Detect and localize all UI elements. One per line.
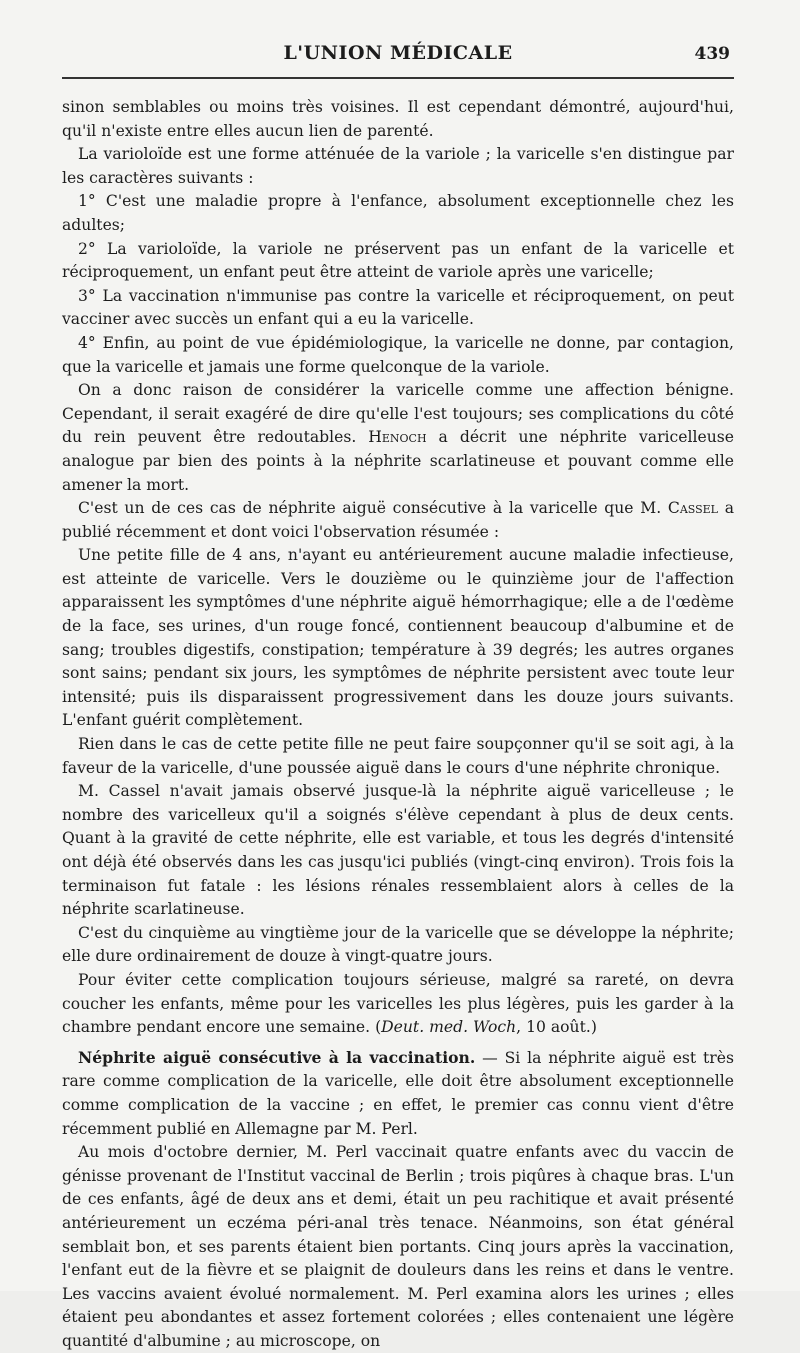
paragraph: M. Cassel n'avait jamais observé jusque-là la néphrite aiguë varicelleuse ; le nombre des varicelleux qu'il a soignés s'élève cependant à plus de deux cents. Quant à la gravité de cette néphrite, elle est variable, et tous les degrés d'intensité ont déjà été observés dans les cas jusqu'ici publiés (vingt-cinq environ). Trois fois la terminaison fut fatale : les lésions rénales ressemblaient alors à celles de la néphrite scarlatineuse. — [62, 782, 734, 919]
paragraph-vaccine — [62, 1046, 734, 1141]
paragraph: sinon semblables ou moins très voisines. Il est cependant démontré, aujourd'hui, qu'il n'existe entre elles aucun lien de parenté. — [62, 98, 734, 140]
text-run: Pour éviter cette complication toujours sérieuse, malgré sa rareté, on devra coucher les enfants, même pour les varicelles les plus légères, puis les garder à la chambre pendant encore une semaine. ( — [62, 970, 734, 1037]
page-number: 439 — [694, 44, 730, 64]
paragraph-avoid — [62, 969, 734, 1040]
text-run: On a donc raison de considérer la varicelle comme une affection bénigne. Cependant, il serait exagéré de dire qu'elle l'est toujours; ses complications du côté du rein peuvent être redoutables. — [62, 381, 734, 447]
text-run: a publié récemment et dont voici l'observation résumée : — [62, 499, 734, 541]
paragraph: Une petite fille de 4 ans, n'ayant eu antérieurement aucune maladie infectieuse, est atteinte de varicelle. Vers le douzième ou le quinzième jour de l'affection apparaissent les symptômes d'une néphrite aiguë hémorrhagique; elle a de l'œdème de la face, ses urines, d'un rouge foncé, contiennent beaucoup d'albumine et de sang; troubles digestifs, constipation; température à 39 degrés; les autres organes sont sains; pendant six jours, les symptômes de néphrite persistent avec toute leur intensité; puis ils disparaissent progressivement dans les douze jours suivants. L'enfant guérit complètement. — [62, 546, 734, 730]
body-text — [62, 96, 734, 1353]
list-item: 3° La vaccination n'immunise pas contre la varicelle et réciproquement, on peut vacciner avec succès un enfant qui a eu la varicelle. — [62, 286, 734, 329]
paragraph-benign — [62, 379, 734, 497]
paragraph: La varioloïde est une forme atténuée de la variole ; la varicelle s'en distingue par les caractères suivants : — [62, 145, 734, 187]
paragraph: Au mois d'octobre dernier, M. Perl vaccinait quatre enfants avec du vaccin de génisse provenant de l'Institut vaccinal de Berlin ; trois piqûres à chaque bras. L'un de ces enfants, âgé de deux ans et demi, était un peu rachitique et avait présenté antérieurement un eczéma péri-anal très tenace. Néanmoins, son état général semblait bon, et ses parents étaient bien portants. Cinq jours après la vaccination, l'enfant eut de la fièvre et se plaignit de douleurs dans les reins et dans le ventre. Les vaccins avaient évolué normalement. M. Perl examina alors les urines ; elles étaient peu abondantes et assez fortement colorées ; elles contenaient une légère quantité d'albumine ; au microscope, on — [62, 1143, 734, 1350]
header-rule — [62, 77, 734, 79]
text-run: a décrit une néphrite varicelleuse analogue par bien des points à la néphrite scarlatineuse et pouvant comme elle amener la mort. — [62, 428, 734, 494]
author-name: Cassel — [667, 499, 718, 518]
list-item: 2° La varioloïde, la variole ne préservent pas un enfant de la varicelle et réciproquement, un enfant peut être atteint de variole après une varicelle; — [62, 239, 734, 282]
list-item: 4° Enfin, au point de vue épidémiologique, la varicelle ne donne, par contagion, que la varicelle et jamais une forme quelconque de la variole. — [62, 333, 734, 376]
text-run: C'est un de ces cas de néphrite aiguë consécutive à la varicelle que M. — [78, 499, 668, 518]
text-run: — Si la néphrite aiguë est très rare comme complication de la varicelle, elle doit être absolument exceptionnelle comme complication de la vaccine ; en effet, le premier cas connu vient d'être récemment publié en Allemagne par M. Perl. — [62, 1048, 734, 1138]
paragraph: Rien dans le cas de cette petite fille ne peut faire soupçonner qu'il se soit agi, à la faveur de la varicelle, d'une poussée aiguë dans le cours d'une néphrite chronique. — [62, 735, 734, 777]
list-item: 1° C'est une maladie propre à l'enfance, absolument exceptionnelle chez les adultes; — [62, 192, 734, 234]
section-heading: Néphrite aiguë consécutive à la vaccination. — [78, 1047, 476, 1067]
paragraph-cassel — [62, 497, 734, 544]
paragraph: C'est du cinquième au vingtième jour de la varicelle que se développe la néphrite; elle dure ordinairement de douze à vingt-quatre jours. — [62, 923, 734, 966]
author-name: Henoch — [368, 428, 427, 447]
text-run: , 10 août.) — [516, 1018, 597, 1037]
page-header — [62, 36, 734, 76]
running-title: L'UNION MÉDICALE — [283, 42, 513, 64]
citation-source: Deut. med. Woch — [381, 1018, 517, 1037]
